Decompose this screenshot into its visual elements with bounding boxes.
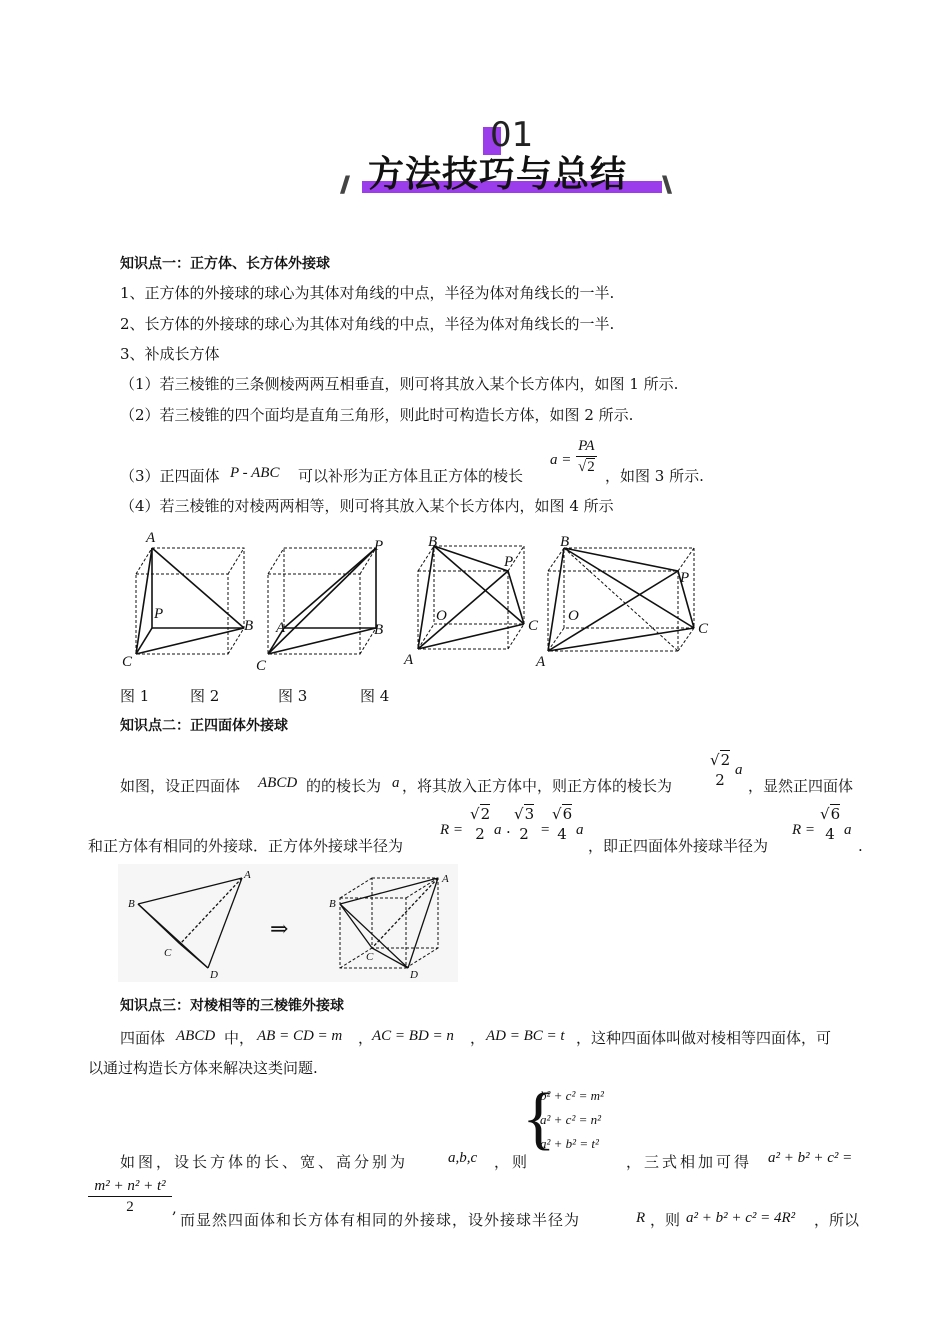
cuboid-figures <box>118 526 728 676</box>
k3-text-i: ，所以 <box>814 1211 860 1229</box>
k3-frac-den: 2 <box>88 1196 172 1217</box>
k1-line2: 2、长方体的外接球的球心为其体对角线的中点，半径为体对角线长的一半. <box>120 315 615 333</box>
k2-para-line1 <box>120 742 865 796</box>
k3-eq-4r2: a² + b² + c² = 4R² <box>686 1210 796 1226</box>
k3-eq-sum: a² + b² + c² = <box>768 1150 853 1166</box>
figure-caption-3: 图 3 <box>278 687 308 705</box>
fig1-label-c: C <box>122 654 133 670</box>
k2-frac2-den: 2 <box>519 825 529 843</box>
k2-edge-den: 2 <box>715 771 725 789</box>
k2-frac2: √3 2 <box>514 805 535 843</box>
k2-title: 知识点二：正四面体外接球 <box>120 718 288 734</box>
tetra-left-d: D <box>210 969 218 981</box>
k1-item3-fraction: $\frac{PA}{√2}$ <box>578 438 595 475</box>
section-number: 01 <box>490 115 534 155</box>
fig3-label-b: B <box>428 534 438 550</box>
k3-var-r: R <box>636 1210 646 1226</box>
k2-eq: = <box>540 822 551 838</box>
tetra-right-c: C <box>366 951 374 963</box>
k1-item3-text-b: 可以补形为正方体且正方体的棱长 <box>298 467 524 485</box>
k2-edge-var: a <box>735 762 743 778</box>
k2-frac1: √2 2 <box>470 805 491 843</box>
section-title: 方法技巧与总结 <box>368 154 628 195</box>
k2-dot: · <box>506 823 511 841</box>
k2-var-a: a <box>392 775 400 791</box>
k3-text-a: 四面体 <box>120 1029 166 1047</box>
fig4-label-p: P <box>680 570 690 586</box>
k1-item3-text-c: ，如图 3 所示. <box>605 467 704 485</box>
fig3-label-p: P <box>504 554 514 570</box>
header-banner <box>340 115 685 205</box>
k3-eq2: AC = BD = n <box>372 1028 454 1044</box>
k2-text-c: ，将其放入正方体中，则正方体的棱长为 <box>402 777 673 795</box>
k3-line1: 四面体 ABCD 中， AB = CD = m ， AC = BD = n ， AD = BC = t ，这种四面体叫做对棱相等四面体，可 <box>120 1028 832 1047</box>
k1-item3-lhs: a = <box>550 452 572 468</box>
k1-item1: （1）若三棱锥的三条侧棱两两互相垂直，则可将其放入某个长方体内，如图 1 所示. <box>120 375 679 393</box>
k3-sys1: b² + c² = m² <box>540 1088 604 1103</box>
k2-frac1-den: 2 <box>475 825 485 843</box>
k1-line3: 3、补成长方体 <box>120 345 220 363</box>
k2-frac3-den: 4 <box>557 825 567 843</box>
fig3-label-c: C <box>528 618 539 634</box>
fig1-label-b: B <box>244 618 254 634</box>
k1-line1: 1、正方体的外接球的球心为其体对角线的中点，半径为体对角线长的一半. <box>120 284 615 302</box>
k3-sys2: a² + c² = n² <box>540 1112 602 1127</box>
k2-frac4: √6 4 <box>820 805 841 843</box>
k3-text-d: 如图，设长方体的长、宽、高分别为 <box>120 1153 409 1171</box>
k1-item3-math: P - ABC <box>230 465 280 481</box>
figure-2 <box>268 548 376 654</box>
fig4-label-o: O <box>568 608 579 624</box>
figure-caption-1: 图 1 <box>120 687 150 705</box>
k2-r-lhs-2: R = <box>792 822 816 838</box>
k3-eq3: AD = BC = t <box>486 1028 565 1044</box>
k1-item2: （2）若三棱锥的四个面均是直角三角形，则此时可构造长方体，如图 2 所示. <box>120 406 634 424</box>
k3-line4: $\frac{\text{m² + n² + t²}}{2}$ , 而显然四面体和长方体有相同的外接球，设外接球半径为 R ，则 a² + b² + c² = 4R² ，所以 <box>88 1176 870 1236</box>
k1-title: 知识点一：正方体、长方体外接球 <box>120 256 330 272</box>
k2-frac3-num: 6 <box>562 805 573 823</box>
k3-line2: 以通过构造长方体来解决这类问题. <box>88 1059 318 1077</box>
fig4-label-b: B <box>560 534 570 550</box>
k3-vars: a,b,c <box>448 1150 478 1166</box>
k1-item3-text-a: （3）正四面体 <box>120 467 220 485</box>
fig1-label-p: P <box>154 606 164 622</box>
k1-item4: （4）若三棱锥的对棱两两相等，则可将其放入某个长方体内，如图 4 所示 <box>120 497 614 515</box>
k2-text-a: 如图，设正四面体 <box>120 777 241 795</box>
k3-text-f: ，三式相加可得 <box>626 1153 753 1171</box>
fig2-label-p: P <box>374 538 384 554</box>
k3-text-c: ，这种四面体叫做对棱相等四面体，可 <box>576 1029 832 1047</box>
k1-item3-den: 2 <box>587 459 595 475</box>
k3-frac-num: m² + n² + t² <box>94 1178 166 1194</box>
fig2-label-c: C <box>256 658 267 674</box>
fig4-label-c: C <box>698 621 709 637</box>
k2-r-lhs: R = <box>440 822 464 838</box>
k2-text-e: 和正方体有相同的外接球．正方体外接球半径为 <box>88 837 404 855</box>
k2-frac1-num: 2 <box>480 805 491 823</box>
k2-frac4-num: 6 <box>830 805 841 823</box>
tetra-left-a: A <box>244 869 251 881</box>
k3-line3 <box>120 1080 868 1184</box>
fig4-label-a: A <box>536 654 546 670</box>
fig1-label-a: A <box>146 530 156 546</box>
k2-edge-num: 2 <box>720 751 731 769</box>
k3-text-b: 中， <box>224 1029 255 1047</box>
k2-frac1-var: a <box>494 822 502 838</box>
tetra-right-a: A <box>442 873 449 885</box>
k2-text-b: 的的棱长为 <box>306 777 382 795</box>
tetra-right-b: B <box>329 898 336 910</box>
figure-caption-2: 图 2 <box>190 687 220 705</box>
k2-text-d: ，显然正四面体 <box>748 777 854 795</box>
k3-title: 知识点三：对棱相等的三棱锥外接球 <box>120 998 344 1014</box>
k2-text-g: . <box>858 837 863 855</box>
fig3-label-a: A <box>404 652 414 668</box>
k3-sys3: a² + b² = t² <box>540 1136 599 1151</box>
tetra-left-b: B <box>128 898 135 910</box>
fig3-label-o: O <box>436 608 447 624</box>
k3-result-fraction <box>88 1176 172 1217</box>
k3-text-h: ，则 <box>650 1211 681 1229</box>
k2-para-line2 <box>88 804 868 858</box>
figure-4 <box>548 548 694 651</box>
k2-frac4-den: 4 <box>825 825 835 843</box>
figure-1 <box>136 548 244 654</box>
left-slash-decoration: // <box>340 173 345 198</box>
k2-frac2-num: 3 <box>524 805 535 823</box>
tetrahedron-figure <box>118 864 458 982</box>
implies-arrow: ⇒ <box>270 916 289 941</box>
fig2-label-b: B <box>374 622 384 638</box>
tetra-right-d: D <box>410 969 418 981</box>
k2-frac3-var: a <box>576 822 584 838</box>
k2-frac4-var: a <box>844 822 852 838</box>
k3-math-abcd: ABCD <box>176 1028 216 1044</box>
fig2-label-a: A <box>276 620 286 636</box>
k3-text-e: ，则 <box>494 1153 531 1171</box>
k2-frac3: √6 4 <box>552 805 573 843</box>
tetra-left-c: C <box>164 947 172 959</box>
k2-edge-fraction: √2 2 <box>710 751 731 789</box>
right-slash-decoration: \\ <box>662 173 667 198</box>
k2-math-abcd: ABCD <box>258 775 298 791</box>
k3-text-g: 而显然四面体和长方体有相同的外接球，设外接球半径为 <box>180 1211 581 1229</box>
figure-caption-4: 图 4 <box>360 687 390 705</box>
system-brace: { <box>522 1080 556 1157</box>
k2-text-f: ，即正四面体外接球半径为 <box>588 837 769 855</box>
k3-eq1: AB = CD = m <box>257 1028 343 1044</box>
k1-item3-num: PA <box>578 438 595 454</box>
